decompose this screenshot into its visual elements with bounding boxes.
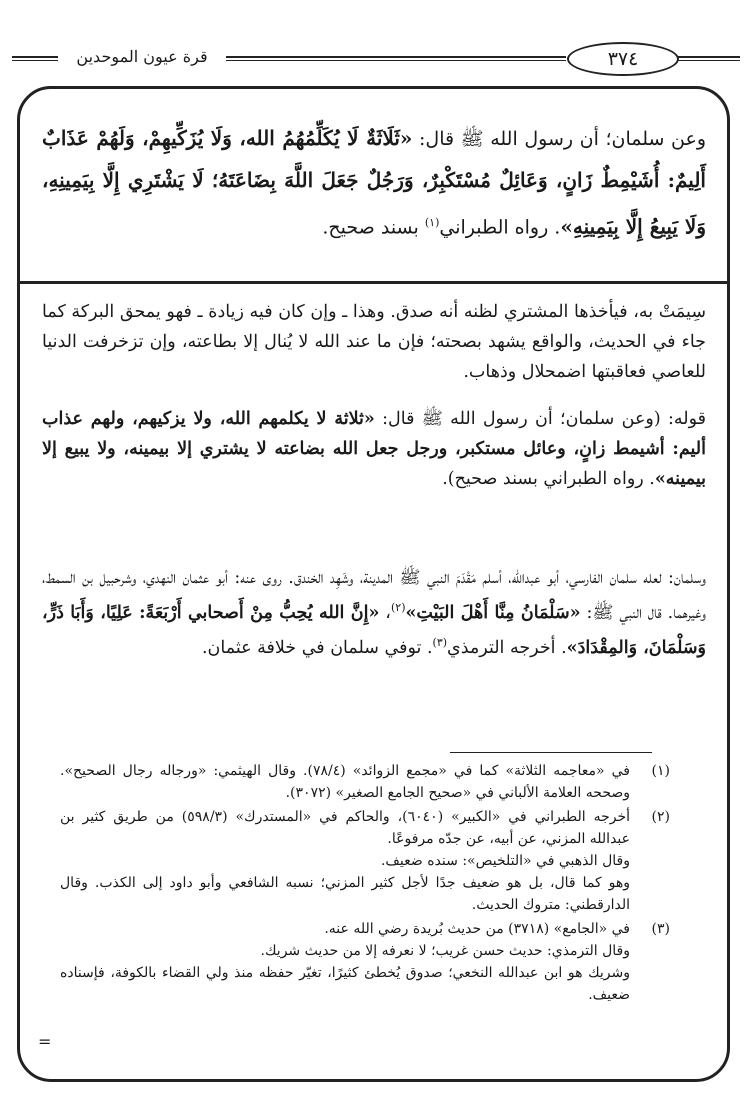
section-divider bbox=[20, 281, 727, 284]
footnote-separator bbox=[450, 752, 652, 753]
footnote-line: وشريك هو ابن عبدالله النخعي؛ صدوق يُخطئ كثيرًا، تغيّر حفظه منذ ولي القضاء بالكوفة، فإسناده ضعيف. bbox=[60, 965, 630, 1003]
hadith-source: . رواه الطبراني bbox=[439, 216, 561, 239]
paragraph bbox=[42, 563, 706, 663]
footnote-text bbox=[60, 918, 630, 1006]
footnote bbox=[60, 806, 670, 916]
paragraph: سِيمَتْ به، فيأخذها المشتري لظنه أنه صدق. وهذا ـ وإن كان فيه زيادة ـ فهو يمحق البركة كما جاء في الحديث، والواقع يشهد بصحته؛ فإن ما عند الله لا يُنال إلا بطاعته، وإن تزخرفت الدنيا للعاصي فعاقبتها اضمحلال وذهاب. bbox=[42, 302, 706, 382]
footnote-text bbox=[60, 806, 630, 916]
footnote bbox=[60, 760, 670, 804]
footnotes bbox=[60, 760, 670, 1008]
hadith-intro: وعن سلمان؛ أن رسول الله ﷺ قال: bbox=[412, 128, 707, 150]
hadith-quote: «إِنَّ الله يُحِبُّ مِنْ أَصحابي أَرْبَعَةً: عَلِيًا، وَأَبَا ذَرٍّ، وَسَلْمَانَ، وَالمِقْدَادَ» bbox=[42, 602, 706, 658]
header-rule bbox=[678, 56, 740, 61]
hadith-text bbox=[42, 118, 706, 248]
hadith-quote: «ثلاثة لا يكلمهم الله، ولا يزكيهم، ولهم عذاب أليم: أشيمط زانٍ، وعائل مستكبر، ورجل جعل الله بضاعته لا يشتري إلا بيمينه، ولا يبيع إلا بيمينه» bbox=[42, 409, 706, 489]
paragraph-text: . أخرجه الترمذي bbox=[447, 637, 567, 658]
paragraph-text: . توفي سلمان في خلافة عثمان. bbox=[201, 637, 433, 658]
paragraph-text: ، bbox=[379, 602, 391, 623]
footnote-number: (٢) bbox=[651, 809, 670, 825]
footnote-line: وقال الترمذي: حديث حسن غريب؛ لا نعرفه إلا من حديث شريك. bbox=[260, 943, 630, 959]
book-title: قرة عيون الموحدين bbox=[76, 47, 208, 66]
footnote-line: في «الجامع» (٣٧١٨) من حديث بُريدة رضي الله عنه. bbox=[324, 921, 630, 937]
header-rule bbox=[12, 56, 58, 61]
footnote-line: في «معاجمه الثلاثة» كما في «مجمع الزوائد» (٧٨/٤). وقال الهيثمي: «ورجاله رجال الصحيح». وصححه العلامة الألباني في «صحيح الجامع الصغير» (٣٠٧٢). bbox=[60, 763, 630, 801]
paragraph bbox=[42, 404, 706, 494]
footnote-line: وقال الذهبي في «التلخيص»: سنده ضعيف. bbox=[380, 853, 630, 869]
footnote-ref[interactable]: (٢) bbox=[390, 601, 406, 614]
footnote-number: (١) bbox=[651, 763, 670, 779]
footnote-line: أخرجه الطبراني في «الكبير» (٦٠٤٠)، والحاكم في «المستدرك» (٥٩٨/٣) من طريق كثير بن عبدالله المزني، عن أبيه، عن جدّه مرفوعًا. bbox=[60, 809, 630, 847]
page-number: ٣٧٤ bbox=[567, 42, 679, 76]
footnote-line: وهو كما قال، بل هو ضعيف جدًا لأجل كثير المزني؛ نسبه الشافعي وأبو داود إلى الكذب. وقال الدارقطني: متروك الحديث. bbox=[60, 875, 630, 913]
footnote-ref[interactable]: (١) bbox=[424, 216, 440, 229]
footnote-text bbox=[60, 760, 630, 804]
paragraph-text: . رواه الطبراني بسند صحيح). bbox=[442, 469, 655, 489]
hadith-quote: «سَلْمَانُ مِنَّا أَهْلَ البَيْتِ» bbox=[405, 602, 581, 623]
continuation-mark: = bbox=[38, 1032, 52, 1051]
hadith-grading: بسند صحيح. bbox=[322, 216, 425, 239]
running-header bbox=[0, 38, 751, 82]
footnote-ref[interactable]: (٣) bbox=[432, 635, 448, 649]
hadith-quote: «ثَلَاثَةٌ لَا يُكَلِّمُهُمُ الله، وَلَا يُزَكِّيهِمْ، وَلَهُمْ عَذَابٌ أَلِيمٌ: أُشَيْمِطٌ زَانٍ، وَعَائِلٌ مُسْتَكْبِرٌ، وَرَجُلٌ جَعَلَ اللَّهَ بِضَاعَتَهُ؛ لَا يَشْتَرِي إِلَّا بِيَمِينِهِ، وَلَا يَبِيعُ إِلَّا بِيَمِينِهِ» bbox=[42, 126, 706, 239]
paragraph-text: وسلمان: لعله سلمان الفارسي، أبو عبدالله، أسلم مَقْدَمَ النبي ﷺ المدينة، وشَهِد الخندق. روى عنه: أبو عثمان النهدي، وشرحبيل بن السمط، وغيرهما. قال النبي ﷺ: bbox=[42, 568, 706, 623]
paragraph-text: قوله: (وعن سلمان؛ أن رسول الله ﷺ قال: bbox=[374, 409, 706, 429]
footnote-number: (٣) bbox=[651, 921, 670, 937]
header-rule bbox=[226, 56, 566, 61]
footnote bbox=[60, 918, 670, 1006]
